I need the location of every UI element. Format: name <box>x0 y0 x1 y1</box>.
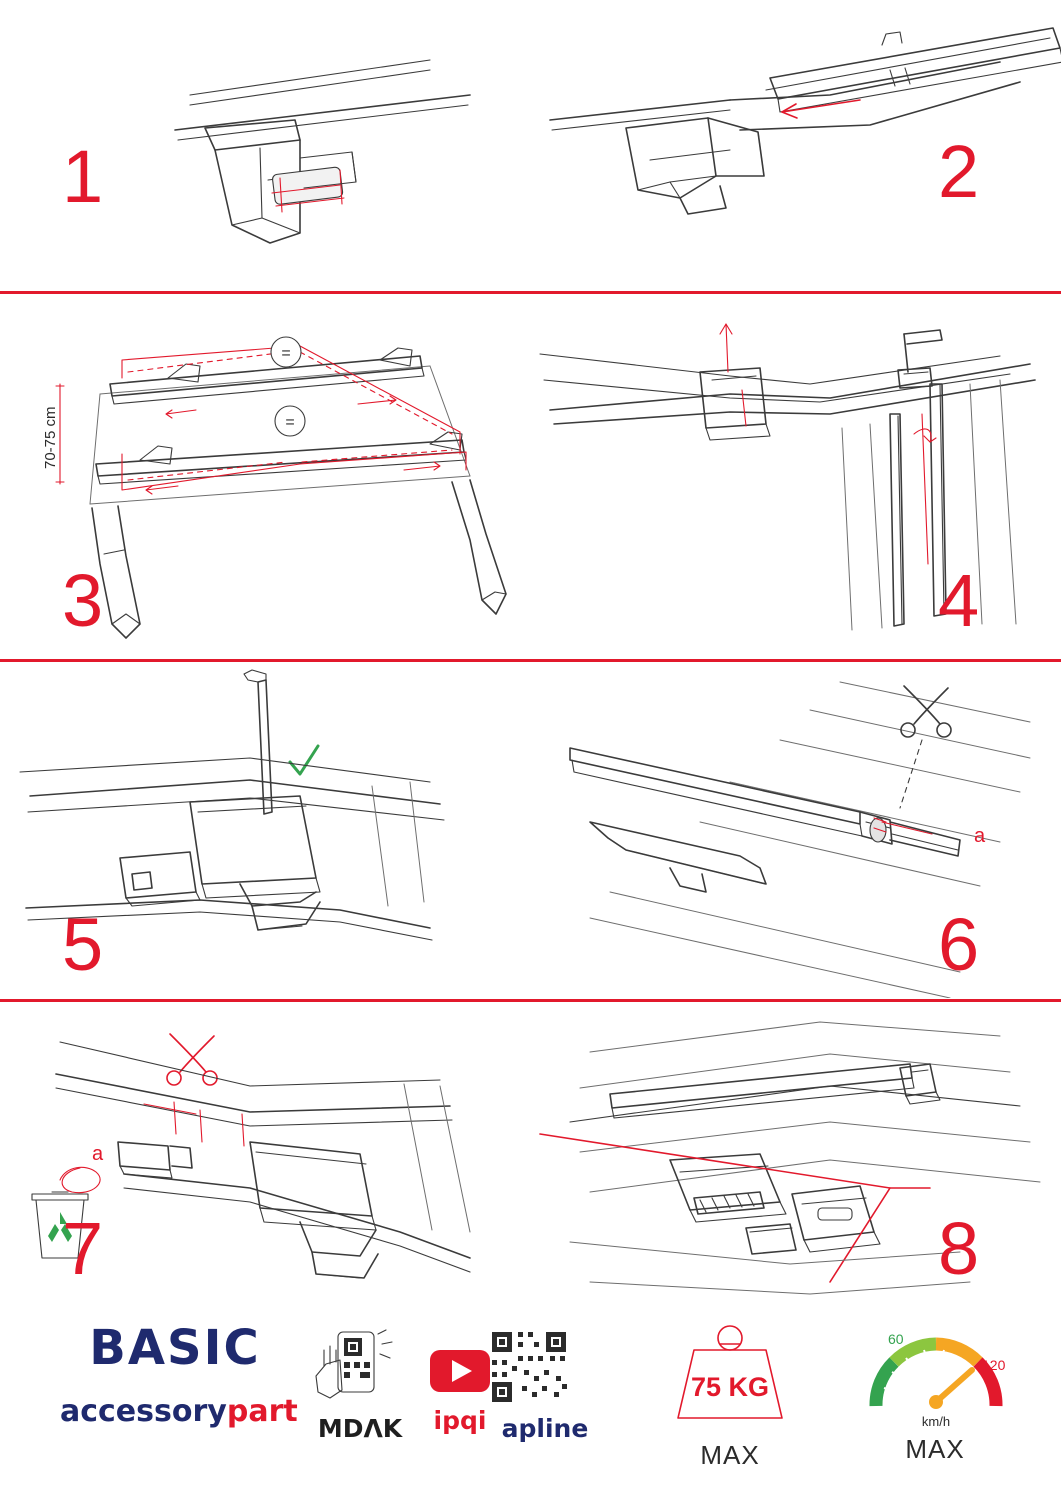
step-7-number: 7 <box>62 1207 104 1290</box>
footer <box>0 1300 1061 1500</box>
max-speed-block <box>850 1314 1020 1465</box>
step-1-number: 1 <box>62 135 104 218</box>
step-4-panel <box>530 294 1061 658</box>
step-5-number: 5 <box>62 903 104 986</box>
weight-icon <box>650 1314 810 1434</box>
step-8-illustration <box>530 1002 1061 1298</box>
step-1-panel <box>0 0 530 290</box>
step-6-number: 6 <box>938 903 980 986</box>
step-3-panel <box>0 294 530 658</box>
speed-tick-120: 120 <box>982 1357 1006 1373</box>
svg-text:=: = <box>285 414 295 431</box>
brand-part-text: part <box>226 1394 298 1429</box>
check-icon <box>290 746 318 774</box>
brand-block <box>60 1320 298 1429</box>
step-3-number: 3 <box>62 559 104 642</box>
apline-logo-block[interactable] <box>470 1326 620 1443</box>
step-4-illustration <box>530 294 1061 658</box>
qr-code-icon <box>470 1326 620 1406</box>
scissors-icon <box>167 1034 217 1085</box>
brand-basic-title: BASIC <box>89 1320 261 1376</box>
step-8-number: 8 <box>938 1207 980 1290</box>
max-load-caption: MAX <box>700 1440 760 1470</box>
step-4-number: 4 <box>938 559 980 642</box>
svg-text:=: = <box>281 345 291 362</box>
apline-label-b: line <box>536 1414 589 1443</box>
step-3-dimension-label: 70-75 cm <box>42 406 59 469</box>
step-5-panel <box>0 662 530 998</box>
scissors-icon <box>901 686 951 737</box>
step-2-illustration <box>530 0 1061 290</box>
step-7-part-label: a <box>92 1143 104 1165</box>
step-6-part-label: a <box>974 825 986 847</box>
step-2-number: 2 <box>938 130 980 213</box>
step-2-panel <box>530 0 1061 290</box>
max-load-block <box>650 1314 810 1471</box>
max-speed-caption: MAX <box>905 1434 965 1464</box>
brand-accessory-text: accessory <box>60 1394 227 1429</box>
ipqi-label: ipqi <box>433 1406 487 1435</box>
speed-tick-60: 60 <box>888 1331 904 1347</box>
mdak-label: MDΛK <box>317 1414 403 1443</box>
speedometer-icon <box>850 1314 1020 1434</box>
apline-label-a: ap <box>501 1414 537 1443</box>
max-load-value: 75 KG <box>690 1372 770 1402</box>
step-6-panel <box>530 662 1061 998</box>
step-7-panel <box>0 1002 530 1298</box>
speed-unit: km/h <box>921 1414 951 1429</box>
step-8-panel <box>530 1002 1061 1298</box>
apline-label <box>470 1414 620 1443</box>
brand-accessorypart <box>60 1394 298 1429</box>
step-6-illustration <box>530 662 1061 998</box>
